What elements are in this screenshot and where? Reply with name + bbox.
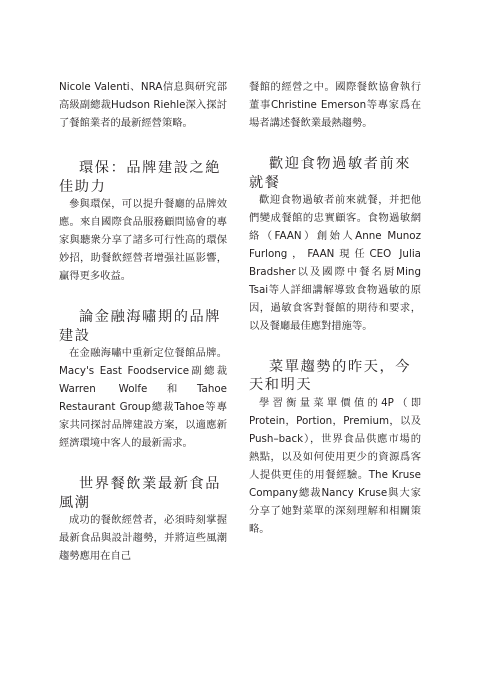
section-crisis-branding <box>59 308 227 453</box>
section-body: 歡迎食物過敏者前來就餐，并把他們變成餐館的忠實顧客。食物過敏網絡（FAAN）創始人Anne Munoz Furlong，FAAN現任CEO Julia Bradsher以及國際中餐名厨Ming Tsai等人詳細講解導致食物過敏的原因，過敏食客對餐館的期待和要求，以及餐廳最佳應對措施等。 <box>249 194 421 332</box>
continued-block <box>249 79 421 133</box>
section-heading: 論金融海嘯期的品牌建設 <box>59 308 222 344</box>
intro-paragraph: Nicole Valenti、NRA信息與研究部高級副總裁Hudson Riehle深入探討了餐館業者的最新經營策略。 <box>59 81 227 129</box>
section-heading: 菜單趨勢的昨天，今天和明天 <box>249 358 412 394</box>
section-body: 學習衡量菜單價值的4P（即Protein，Portion，Premium，以及Push–back），世界食品供應市場的熱點，以及如何使用更少的資源爲客人提供更佳的用餐經驗。The Kruse Company總裁Nancy Kruse與大家分享了她對菜單的深刻理解和相關策略。 <box>249 397 421 535</box>
section-heading: 歡迎食物過敏者前來就餐 <box>249 155 412 191</box>
section-heading: 世界餐飲業最新食品風潮 <box>59 475 222 511</box>
section-menu-trends <box>249 358 421 539</box>
continued-paragraph: 餐館的經營之中。國際餐飲協會執行董事Christine Emerson等專家爲在場者講述餐飲業最熱趨勢。 <box>249 81 421 129</box>
section-body: 成功的餐飲經營者，必須時刻掌握最新食品與設計趨勢，并將這些風潮趨勢應用在自己 <box>59 514 227 563</box>
right-column <box>249 79 421 560</box>
intro-block <box>59 79 227 133</box>
section-body: 在金融海嘯中重新定位餐館品牌。Macy's East Foodservice副總裁Warren Wolfe和Tahoe Restaurant Group總裁Tahoe等專家共同探討品牌建設方案，以適應新經濟環境中客人的最新需求。 <box>59 347 227 449</box>
section-food-allergy <box>249 155 421 336</box>
section-body: 參與環保，可以提升餐廳的品牌效應。來自國際食品服務顧問協會的專家與聽衆分享了諸多可行性高的環保妙招，助餐飲經營者增强社區影響，贏得更多收益。 <box>59 198 227 282</box>
section-green-branding <box>59 159 227 286</box>
section-heading: 環保：品牌建設之絶佳助力 <box>59 159 222 195</box>
left-column <box>59 79 227 588</box>
section-food-trends <box>59 475 227 566</box>
